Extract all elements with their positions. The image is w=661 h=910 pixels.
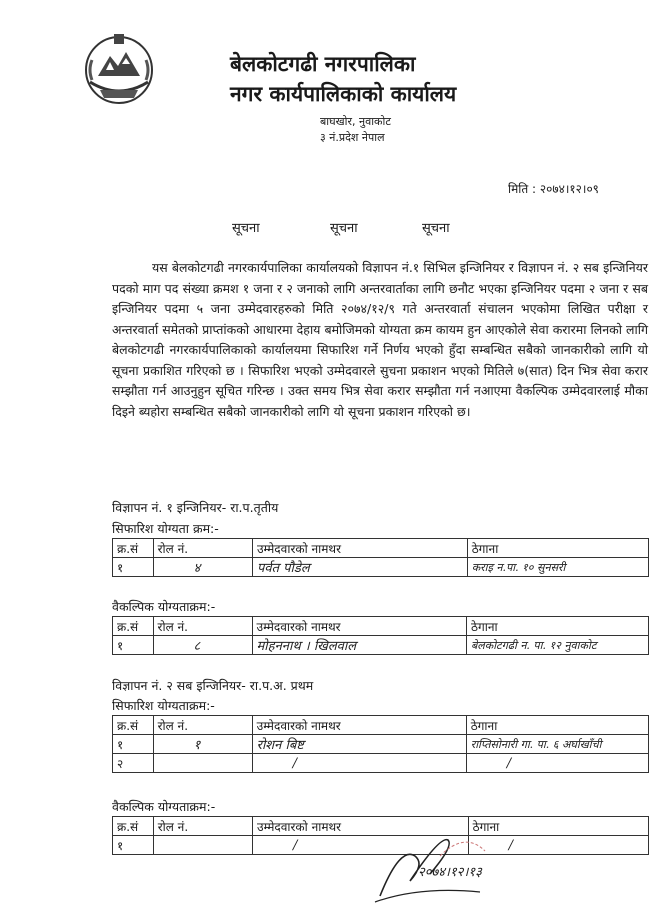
notice-date: मिति : २०७४।१२।०९ bbox=[508, 182, 599, 196]
section-2-recommended-label: सिफारिश योग्यताक्रम:- bbox=[112, 698, 215, 713]
col-address: ठेगाना bbox=[467, 539, 648, 558]
address-line: बाघखोर, नुवाकोट bbox=[320, 115, 391, 128]
section-2-title: विज्ञापन नं. २ सब इन्जिनियर- रा.प.अ. प्रथम bbox=[112, 678, 314, 693]
cell-roll: १ bbox=[153, 735, 252, 754]
signature-date: २०७४।१२।१३ bbox=[418, 865, 482, 880]
province-line: ३ नं.प्रदेश नेपाल bbox=[320, 131, 385, 144]
cell-name: पर्वत पौडेल bbox=[252, 558, 467, 577]
col-name: उम्मेदवारको नामथर bbox=[253, 817, 469, 836]
cell-roll: ८ bbox=[153, 636, 252, 655]
cell-sn: २ bbox=[113, 754, 154, 773]
cell-roll: ४ bbox=[153, 558, 252, 577]
table-row bbox=[113, 558, 649, 577]
col-roll: रोल नं. bbox=[153, 716, 252, 735]
cell-name: मोहननाथ । खिलवाल bbox=[252, 636, 466, 655]
table-row bbox=[113, 735, 649, 754]
cell-name: / bbox=[253, 836, 469, 855]
notice-body bbox=[112, 258, 648, 422]
col-sn: क्र.सं bbox=[113, 716, 154, 735]
cell-address: राप्तिसोनारी गा. पा. ६ अर्घाखाँची bbox=[466, 735, 648, 754]
section-1-recommended-label: सिफारिश योग्यता क्रम:- bbox=[112, 521, 219, 536]
section-1-recommended-table bbox=[112, 538, 649, 577]
cell-address: / bbox=[468, 836, 648, 855]
col-name: उम्मेदवारको नामथर bbox=[252, 617, 466, 636]
cell-address: कराइ न.पा. १० सुनसरी bbox=[467, 558, 648, 577]
col-name: उम्मेदवारको नामथर bbox=[252, 539, 467, 558]
cell-address: / bbox=[466, 754, 648, 773]
cell-roll bbox=[153, 836, 252, 855]
cell-sn: १ bbox=[113, 735, 154, 754]
table-row bbox=[113, 754, 649, 773]
cell-name: / bbox=[252, 754, 466, 773]
cell-address: बेलकोटगढी न. पा. १२ नुवाकोट bbox=[467, 636, 649, 655]
section-2-recommended-table bbox=[112, 715, 649, 773]
office-subtitle: नगर कार्यपालिकाको कार्यालय bbox=[230, 82, 457, 106]
cell-sn: १ bbox=[113, 558, 154, 577]
section-1-alternate-label: वैकल्पिक योग्यताक्रम:- bbox=[112, 599, 216, 614]
cell-roll bbox=[153, 754, 252, 773]
nepal-emblem-icon bbox=[80, 30, 158, 108]
col-address: ठेगाना bbox=[467, 617, 649, 636]
col-sn: क्र.सं bbox=[113, 617, 154, 636]
col-name: उम्मेदवारको नामथर bbox=[252, 716, 466, 735]
table-row bbox=[113, 636, 649, 655]
table-header-row bbox=[113, 539, 649, 558]
signature-stamp-icon bbox=[370, 826, 490, 906]
table-header-row bbox=[113, 617, 649, 636]
section-1-alternate-table bbox=[112, 616, 649, 655]
section-2-alternate-label: वैकल्पिक योग्यताक्रम:- bbox=[112, 799, 216, 814]
cell-name: रोशन बिष्ट bbox=[252, 735, 466, 754]
notice-body-text: यस बेलकोटगढी नगरकार्यपालिका कार्यालयको विज्ञापन नं.१ सिभिल इन्जिनियर र विज्ञापन नं. २ सब इन्जिनियर पदको माग पद संख्या क्रमश १ जना र २ जनाको लागि अन्तरवार्ताका लागि छनौट भएका इन्जिनियर पदमा २ जना र सब इन्जिनियर पदमा ५ जना उम्मेदवारहरुको मिति २०७४/१२/९ गते अन्तरवार्ता संचालन भएकोमा लिखित परीक्षा र अन्तरवार्ता समेतको प्राप्तांकको आधारमा देहाय बमोजिमको योग्यता क्रम कायम हुन आएकोले सेवा करारमा लिनको लागि बेलकोटगढी नगरकार्यपालिकाको कार्यालयमा सिफारिश गर्ने निर्णय भएको हुँदा सम्बन्धित सबैको जानकारीको लागि यो सूचना प्रकाशित गरिएको छ । सिफारिश भएको उम्मेदवारले सुचना प्रकाशन भएको मितिले ७(सात) दिन भित्र सेवा करार सम्झौता गर्न आउनुहुन सूचित गरिन्छ । उक्त समय भित्र सेवा करार सम्झौता गर्न नआएमा वैकल्पिक उम्मेदवारलाई मौका दिइने ब्यहोरा सम्बन्धित सबैको जानकारीको लागि यो सूचना प्रकाशन गरिएको छ। bbox=[112, 260, 648, 419]
notice-heading: सूचना bbox=[232, 221, 260, 236]
table-header-row bbox=[113, 716, 649, 735]
notice-heading: सूचना bbox=[422, 221, 450, 236]
cell-sn: १ bbox=[113, 636, 154, 655]
cell-sn: १ bbox=[113, 836, 154, 855]
col-roll: रोल नं. bbox=[153, 617, 252, 636]
section-1-title: विज्ञापन नं. १ इन्जिनियर- रा.प.तृतीय bbox=[112, 500, 279, 515]
col-sn: क्र.सं bbox=[113, 817, 154, 836]
col-address: ठेगाना bbox=[466, 716, 648, 735]
col-sn: क्र.सं bbox=[113, 539, 154, 558]
notice-heading: सूचना bbox=[330, 221, 358, 236]
col-roll: रोल नं. bbox=[153, 539, 252, 558]
col-address: ठेगाना bbox=[468, 817, 648, 836]
col-roll: रोल नं. bbox=[153, 817, 252, 836]
office-name: बेलकोटगढी नगरपालिका bbox=[230, 52, 416, 76]
